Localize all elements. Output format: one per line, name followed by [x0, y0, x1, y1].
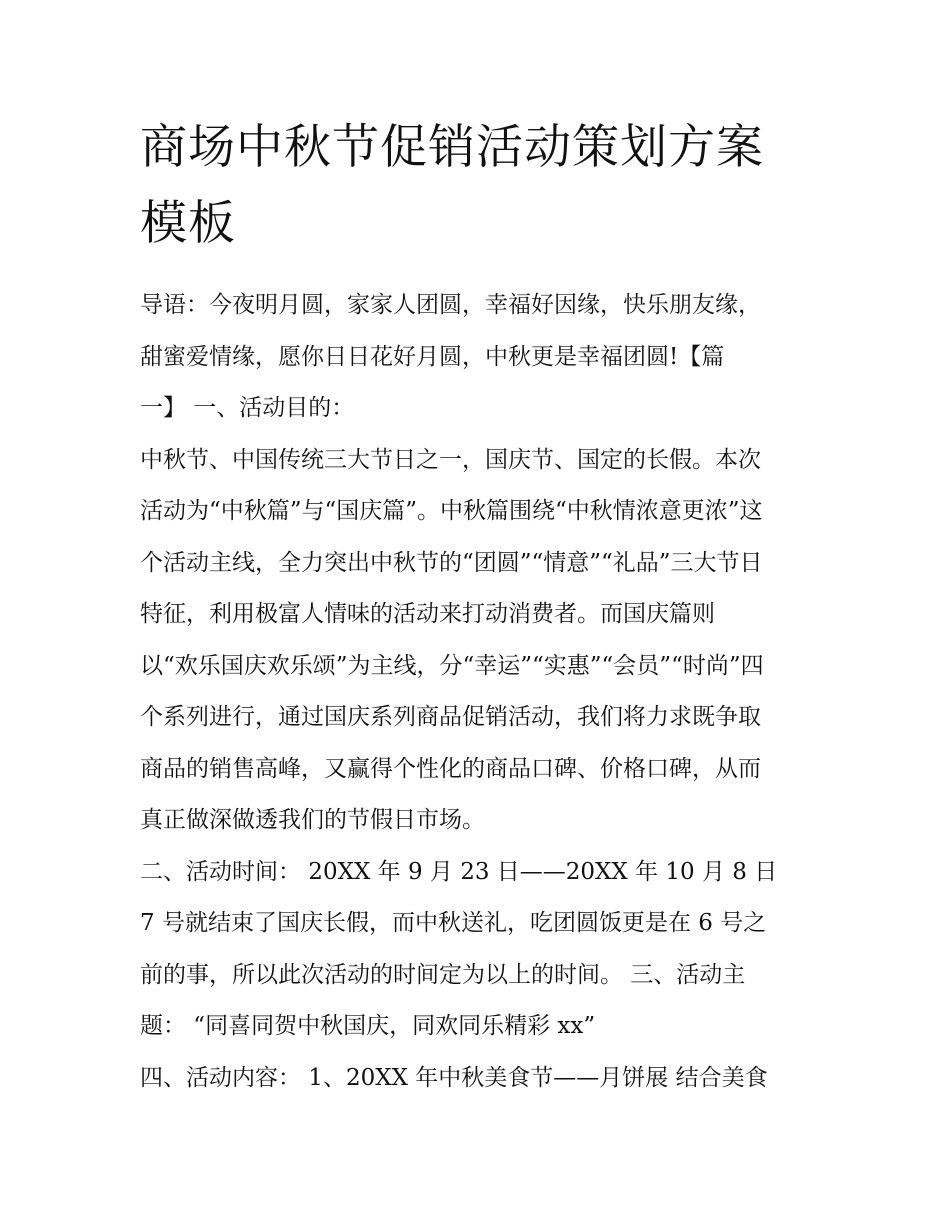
document-page — [140, 110, 820, 1104]
body-line: 一】 一、活动目的： — [140, 395, 355, 421]
title-line: 商场中秋节促销活动策划方案 — [140, 120, 764, 175]
body-line: 真正做深做透我们的节假日市场。 — [140, 807, 485, 833]
body-line: 以“欢乐国庆欢乐颂”为主线，分“幸运”“实惠”“会员”“时尚”四 — [140, 652, 764, 679]
document-title — [140, 110, 820, 262]
body-line: 甜蜜爱情缘，愿你日日花好月圆，中秋更是幸福团圆!【篇 — [140, 343, 725, 370]
body-line: 中秋节、中国传统三大节日之一，国庆节、国定的长假。本次 — [140, 446, 761, 473]
body-line: 二、活动时间： 20XX 年 9 月 23 日——20XX 年 10 月 8 日 — [140, 858, 778, 885]
title-line: 模板 — [140, 196, 236, 251]
body-line: 个活动主线，全力突出中秋节的“团圆”“情意”“礼品”三大节日 — [140, 549, 763, 576]
document-body — [140, 280, 820, 1104]
body-line: 7 号就结束了国庆长假，而中秋送礼，吃团圆饭更是在 6 号之 — [140, 910, 767, 936]
body-line: 题： “同喜同贺中秋国庆，同欢同乐精彩 xx” — [140, 1013, 596, 1039]
body-line: 个系列进行，通过国庆系列商品促销活动，我们将力求既争取 — [140, 704, 761, 730]
body-line: 商品的销售高峰，又赢得个性化的商品口碑、价格口碑，从而 — [140, 755, 761, 782]
body-line: 活动为“中秋篇”与“国庆篇”。中秋篇围绕“中秋情浓意更浓”这 — [140, 498, 763, 524]
body-line: 前的事，所以此次活动的时间定为以上的时间。 三、活动主 — [140, 961, 746, 988]
body-line: 特征，利用极富人情味的活动来打动消费者。而国庆篇则 — [140, 601, 715, 627]
body-line: 导语：今夜明月圆，家家人团圆，幸福好因缘，快乐朋友缘， — [140, 292, 761, 318]
body-line: 四、活动内容： 1、20XX 年中秋美食节——月饼展 结合美食 — [140, 1064, 768, 1091]
